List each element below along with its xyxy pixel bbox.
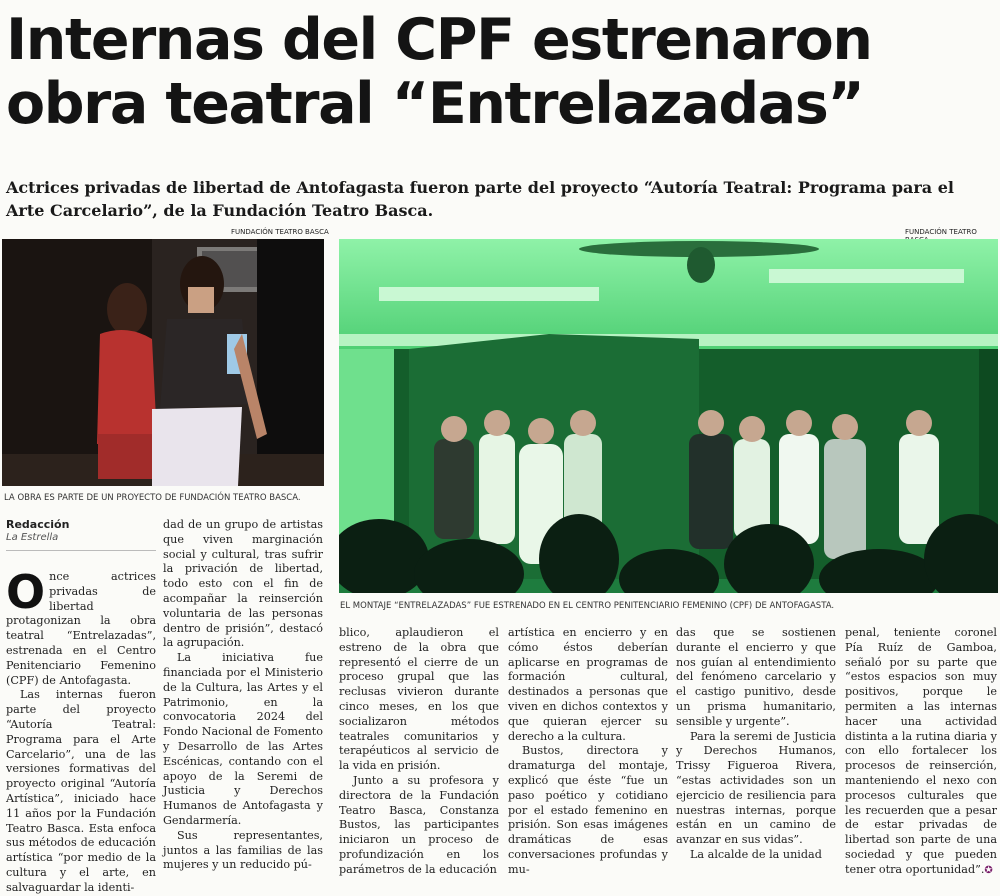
column-2-paragraph-2: La iniciativa fue financiada por el Ministerio de la Cultura, las Artes y el Patrimonio, en la convocatoria 2024 del Fondo Nacional de Fomento y Desarrollo de las Artes Escénicas, contando con el apoyo de la Seremi de Justicia y Derechos Humanos de Antofagasta y Gendarmería.: [163, 651, 323, 827]
column-5-paragraph-2: Para la seremi de Justicia y Derechos Humanos, Trissy Figueroa Rivera, “estas actividades son un ejercicio de resiliencia para nuestras internas, porque están en un camino de avanzar en sus vidas”.: [676, 729, 836, 847]
column-2-paragraph-3: Sus representantes, juntos a las familias de las mujeres y un reducido pú-: [163, 828, 323, 872]
column-1: [6, 565, 156, 896]
column-4-paragraph-2: Bustos, directora y dramaturga del montaje, explicó que éste “fue un paso poético y cotidiano por el estado femenino en prisión. Son esas imágenes dramáticas de esas conversaciones profundas y mu-: [508, 744, 668, 876]
photo-left: [2, 239, 324, 486]
photo-left-credit: FUNDACIÓN TEATRO BASCA: [231, 228, 329, 236]
photo-main: [339, 239, 998, 593]
column-2: [163, 518, 323, 873]
column-5: [676, 626, 836, 863]
column-5-paragraph-1: das que se sostienen durante el encierro y que nos guían al entendimiento del fenómeno carcelario y el castigo punitivo, desde un prisma humanitario, sensible y urgente”.: [676, 626, 836, 728]
headline: Internas del CPF estrenaron obra teatral “Entrelazadas”: [6, 7, 872, 137]
column-1-paragraph-1: nce actrices privadas de libertad protagonizan la obra teatral “Entrelazadas”, estrenada en el Centro Penitenciario Femenino (CPF) de Antofagasta.: [6, 570, 156, 687]
photo-left-caption: LA OBRA ES PARTE DE UN PROYECTO DE FUNDACIÓN TEATRO BASCA.: [4, 493, 301, 503]
byline-rule: [6, 550, 156, 551]
column-4-paragraph-1: artística en encierro y en cómo éstos deberían aplicarse en programas de formación cultural, destinados a personas que viven en dichos contextos y que quieran ejercer su derecho a la cultura.: [508, 626, 668, 743]
subhead: Actrices privadas de libertad de Antofagasta fueron parte del proyecto “Autoría Teatral: Programa para el Arte Carcelario”, de la Fundación Teatro Basca.: [6, 178, 954, 220]
photo-main-caption: EL MONTAJE “ENTRELAZADAS” FUE ESTRENADO EN EL CENTRO PENITENCIARIO FEMENINO (CPF) DE ANTOFAGASTA.: [340, 601, 835, 611]
drop-cap: O: [6, 565, 46, 619]
photo-main-credit: FUNDACIÓN TEATRO: [905, 228, 977, 236]
column-3-paragraph-1: blico, aplaudieron el estreno de la obra que representó el cierre de un proceso grupal que las reclusas vivieron durante cinco meses, en los que socializaron métodos teatrales comunitarios y terapéuticos al servicio de la vida en prisión.: [339, 626, 499, 773]
column-3-paragraph-2: Junto a su profesora y directora de la Fundación Teatro Basca, Constanza Bustos, las participantes iniciaron un proceso de profundización en los parámetros de la educación: [339, 773, 499, 876]
end-mark-icon: ✪: [984, 864, 993, 876]
column-4: [508, 626, 668, 878]
column-1-paragraph-2: Las internas fueron parte del proyecto “Autoría Teatral: Programa para el Arte Carcelario”, una de las versiones formativas del proyecto original “Autoría Artística”, iniciado hace 11 años por la Fundación Teatro Basca. Esta enfoca sus métodos de educación artística “por medio de la cultura y el arte, en salvaguardar la identi-: [6, 688, 156, 894]
column-5-paragraph-3: La alcalde de la unidad: [690, 847, 822, 861]
column-2-paragraph-1: dad de un grupo de artistas que viven marginación social y cultural, tras sufrir la privación de libertad, todo esto con el fin de acompañar la reinserción voluntaria de las personas dentro de prisión”, destacó la agrupación.: [163, 518, 323, 650]
column-3: [339, 626, 499, 878]
byline: [6, 518, 69, 543]
byline-outlet: La Estrella: [6, 532, 59, 543]
byline-author: Redacción: [6, 518, 70, 531]
column-6-paragraph-1: penal, teniente coronel Pía Ruíz de Gamboa, señaló por su parte que “estos espacios son muy positivos, porque le permiten a las internas hacer una actividad distinta a la rutina diaria y con ello fortalecer los procesos de reinserción, manteniendo el nexo con procesos culturales que les recuerden que a pesar de estar privadas de libertad son parte de una sociedad y que pueden tener otra oportunidad”.: [845, 626, 997, 876]
column-6: [845, 626, 997, 879]
